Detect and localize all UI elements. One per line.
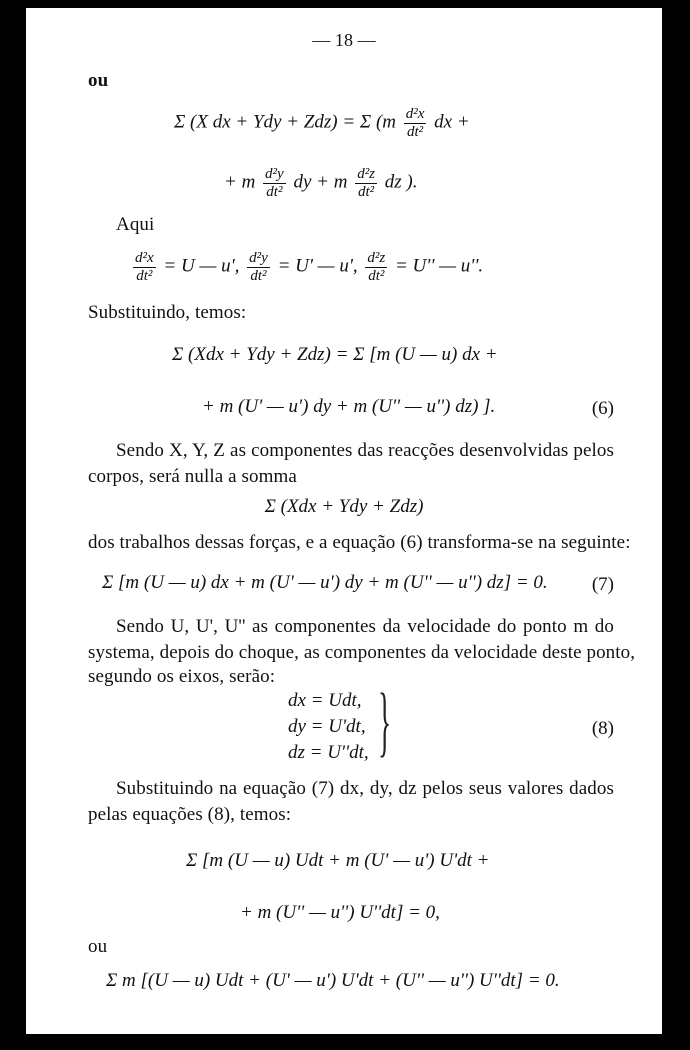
eq-a2-fraction-1 bbox=[263, 166, 286, 200]
aqui-part-2: = U' — u', bbox=[277, 255, 358, 277]
frac-den: dt² bbox=[406, 123, 424, 140]
equation-9-line-2: + m (U'' — u'') U''dt] = 0, bbox=[240, 902, 440, 923]
frac-num: d²y bbox=[249, 250, 268, 266]
paragraph-3-line-2: systema, depois do choque, as componentes da velocidade deste ponto, bbox=[88, 642, 636, 663]
eq-a1-tail: dx + bbox=[434, 111, 470, 133]
paragraph-3-line-1: Sendo U, U', U'' as componentes da velocidade do ponto m do bbox=[116, 616, 614, 637]
eq-a2-mid: dy + m bbox=[293, 171, 348, 193]
paragraph-1-line-2: corpos, será nulla a somma bbox=[88, 466, 297, 487]
frac-num: d²y bbox=[265, 166, 284, 182]
eq-a2-tail: dz ). bbox=[384, 171, 418, 193]
frac-den: dt² bbox=[250, 267, 267, 284]
sum-expression: Σ (Xdx + Ydy + Zdz) bbox=[264, 496, 424, 517]
aqui-fraction-1 bbox=[133, 250, 156, 284]
equation-9-line-1: Σ [m (U — u) Udt + m (U' — u') U'dt + bbox=[186, 850, 490, 871]
equation-8-line-2: dy = U'dt, bbox=[288, 716, 366, 737]
frac-num: d²z bbox=[367, 250, 386, 266]
page-number: — 18 — bbox=[312, 30, 376, 50]
aqui-fraction-2 bbox=[247, 250, 270, 284]
text-aqui: Aqui bbox=[116, 214, 155, 235]
paragraph-4-line-1: Substituindo na equação (7) dx, dy, dz pelos seus valores dados bbox=[116, 778, 614, 799]
equation-8-label: (8) bbox=[591, 718, 614, 739]
equation-a-line-1 bbox=[174, 106, 470, 140]
text-ou-2: ou bbox=[88, 936, 108, 957]
frac-den: dt² bbox=[358, 183, 375, 200]
equation-8-line-3: dz = U''dt, bbox=[288, 742, 369, 763]
eq-a2-fraction-2 bbox=[355, 166, 377, 200]
curly-brace: } bbox=[378, 677, 392, 764]
equation-8-line-1: dx = Udt, bbox=[288, 690, 362, 711]
aqui-part-1: = U — u', bbox=[163, 255, 240, 277]
equation-6-line-1: Σ (Xdx + Ydy + Zdz) = Σ [m (U — u) dx + bbox=[172, 344, 498, 365]
equation-7: Σ [m (U — u) dx + m (U' — u') dy + m (U'' — u'') dz] = 0. bbox=[102, 572, 548, 593]
frac-den: dt² bbox=[266, 183, 283, 200]
book-page bbox=[26, 8, 662, 1034]
eq-a2-lead: + m bbox=[224, 171, 256, 193]
frac-den: dt² bbox=[136, 267, 153, 284]
equation-10: Σ m [(U — u) Udt + (U' — u') U'dt + (U'' — u'') U''dt] = 0. bbox=[106, 970, 560, 991]
equation-6-line-2: + m (U' — u') dy + m (U'' — u'') dz) ]. bbox=[202, 396, 496, 417]
frac-num: d²x bbox=[135, 250, 154, 266]
paragraph-2: dos trabalhos dessas forças, e a equação (6) transforma-se na seguinte: bbox=[88, 532, 631, 553]
frac-num: d²x bbox=[405, 106, 425, 122]
text-ou-1: ou bbox=[88, 70, 109, 91]
equation-aqui bbox=[130, 250, 483, 284]
paragraph-3-line-3: segundo os eixos, serão: bbox=[88, 666, 276, 687]
frac-num: d²z bbox=[357, 166, 376, 182]
text-substituindo: Substituindo, temos: bbox=[88, 302, 247, 323]
equation-7-label: (7) bbox=[591, 574, 614, 595]
paragraph-4-line-2: pelas equações (8), temos: bbox=[88, 804, 292, 825]
frac-den: dt² bbox=[368, 267, 385, 284]
aqui-part-3: = U'' — u''. bbox=[394, 255, 484, 277]
equation-a-line-2 bbox=[224, 166, 418, 200]
paragraph-1-line-1: Sendo X, Y, Z as componentes das reacções desenvolvidas pelos bbox=[116, 440, 614, 461]
aqui-fraction-3 bbox=[365, 250, 387, 284]
eq-a1-left: Σ (X dx + Ydy + Zdz) = Σ (m bbox=[174, 111, 396, 133]
eq-a1-fraction bbox=[404, 106, 427, 140]
equation-6-label: (6) bbox=[591, 398, 614, 419]
